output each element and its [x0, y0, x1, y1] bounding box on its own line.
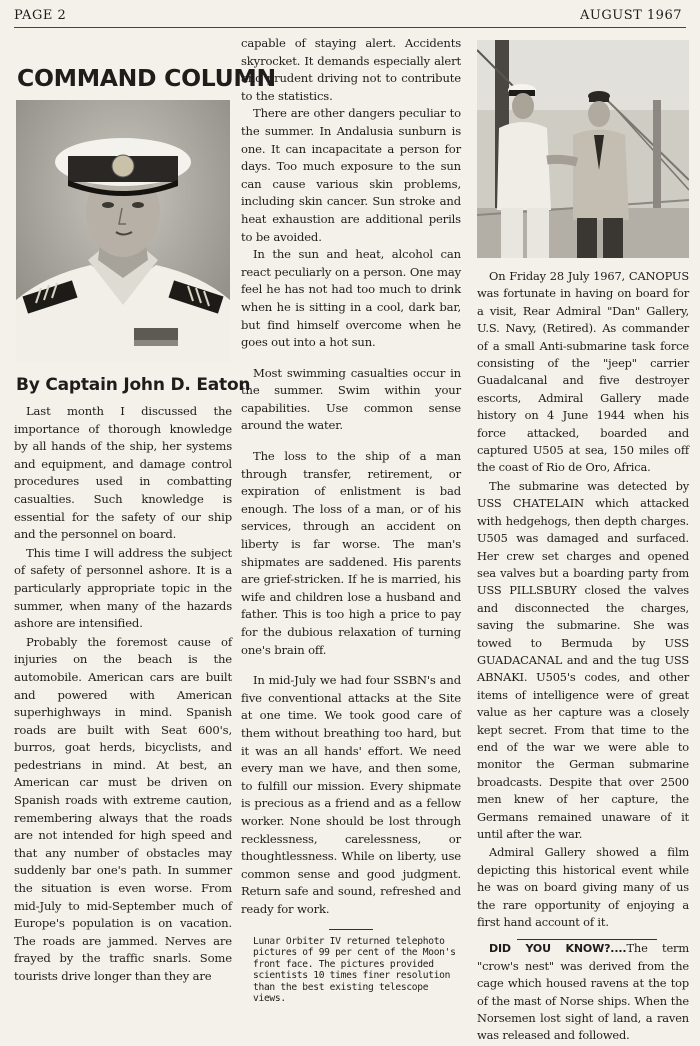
page-number: PAGE 2 [14, 8, 67, 23]
article-paragraph: There are other dangers peculiar to the summer. In Andalusia sunburn is one. It can incapacitate a person for days. Too much exposure to the sun can cause various skin problems, including skin cancer. Sun stroke and heat exhaustion are additional perils to be avoided. [241, 106, 461, 244]
lunar-orbiter-note: Lunar Orbiter IV returned telephoto pictures of 99 per cent of the Moon's front face. The pictures provided scientists 10 times finer resolution than the best existing telescope views. [253, 935, 456, 1005]
section-divider [329, 929, 373, 930]
admiral-visit-photo [477, 40, 689, 258]
article-paragraph: The submarine was detected by USS CHATELAIN which attacked with hedgehogs, then depth charges. U505 was damaged and surfaced. Her crew set charges and opened sea valves but a boarding party from USS PILLSBURY closed the valves and disconnected the charges, saving the submarine. She was towed to Bermuda by USS GUADACANAL and and the tug USS ABNAKI. U505's codes, and other items of intelligence were of great value as her capture was a closely kept secret. From that time to the end of the war we were able to monitor the German submarine broadcasts. Despite that over 2500 men knew of her capture, the Germans remained unaware of it until after the war. [477, 478, 689, 841]
issue-date: AUGUST 1967 [580, 8, 682, 23]
column-right [477, 40, 689, 1046]
column-title: COMMAND COLUMN [17, 64, 276, 92]
article-paragraph: On Friday 28 July 1967, CANOPUS was fortunate in having on board for a visit, Rear Admiral "Dan" Gallery, U.S. Navy, (Retired). As commander of a small Anti-submarine task force consisting of the "jeep" carrier Guadalcanal and five destroyer escorts, Admiral Gallery made history on 4 June 1944 when his force attacked, boarded and captured U505 at sea, 150 miles off the coast of Rio de Oro, Africa. [477, 269, 689, 475]
article-paragraph: capable of staying alert. Accidents skyrocket. It demands especially alert and prudent driving not to contribute to the statistics. [241, 36, 461, 103]
page-header [0, 0, 700, 30]
article-paragraph: Probably the foremost cause of injuries on the beach is the automobile. American cars are built and powered with American superhighways in mind. Spanish roads are built with Seat 600's, burros, goat herds, bicyclists, and pedestrians in mind. At best, an American car must be driven on Spanish roads with extreme caution, remembering always that the roads are not intended for high speed and that any number of obstacles may suddenly bar one's path. In summer the situation is even worse. From mid-July to mid-September much of Europe's population is on vacation. The roads are jammed. Nerves are frayed by the traffic snarls. Some tourists drive longer than they are [14, 634, 232, 983]
did-you-know-heading: DID YOU KNOW?.... [489, 942, 627, 956]
captain-portrait-photo [16, 100, 230, 362]
article-paragraph: Admiral Gallery showed a film depicting this historical event while he was on board giving many of us the rare opportunity of enjoying a first hand account of it. [477, 845, 689, 930]
author-byline: By Captain John D. Eaton [16, 375, 251, 395]
article-paragraph: In mid-July we had four SSBN's and five conventional attacks at the Site at one time. We took good care of them without breathing too hard, but it was an all hands' effort. We need every man we have, and then some, to fulfill our mission. Every shipmate is precious as a friend and as a fellow worker. None should be lost through recklessness, carelessness, or thoughtlessness. While on liberty, use common sense and good judgment. Return safe and sound, refreshed and ready for work. [241, 673, 461, 916]
article-paragraph: In the sun and heat, alcohol can react peculiarly on a person. One may feel he has not had too much to drink when he is sitting in a cool, dark bar, but find himself overcome when he goes out into a hot sun. [241, 247, 461, 350]
column-left [14, 36, 276, 987]
did-you-know-text: The term "crow's nest" was derived from the cage which housed ravens at the top of the mast of Norse ships. When the Norsemen lost sight of land, a raven was released and followed. [477, 941, 689, 1043]
article-paragraph: This time I will address the subject of safety of personnel ashore. It is a particularly appropriate topic in the summer, when many of the hazards ashore are intensified. [14, 545, 232, 631]
column-middle [241, 35, 461, 1005]
did-you-know-box [477, 940, 689, 1044]
header-rule [14, 27, 686, 28]
article-paragraph: Most swimming casualties occur in the summer. Swim within your capabilities. Use common sense around the water. [241, 365, 461, 433]
article-paragraph: Last month I discussed the importance of thorough knowledge by all hands of the ship, her systems and equipment, and damage control procedures used in combatting casualties. Such knowledge is essential for the safety of our ship and the personnel on board. [14, 404, 232, 542]
article-paragraph: The loss to the ship of a man through transfer, retirement, or expiration of enlistment is bad enough. The loss of a man, or of his services, through an accident on liberty is far worse. The man's shipmates are saddened. His parents are grief-stricken. If he is married, his wife and children lose a husband and father. This is too high a price to pay for the dubious relaxation of turning one's brain off. [241, 449, 461, 657]
